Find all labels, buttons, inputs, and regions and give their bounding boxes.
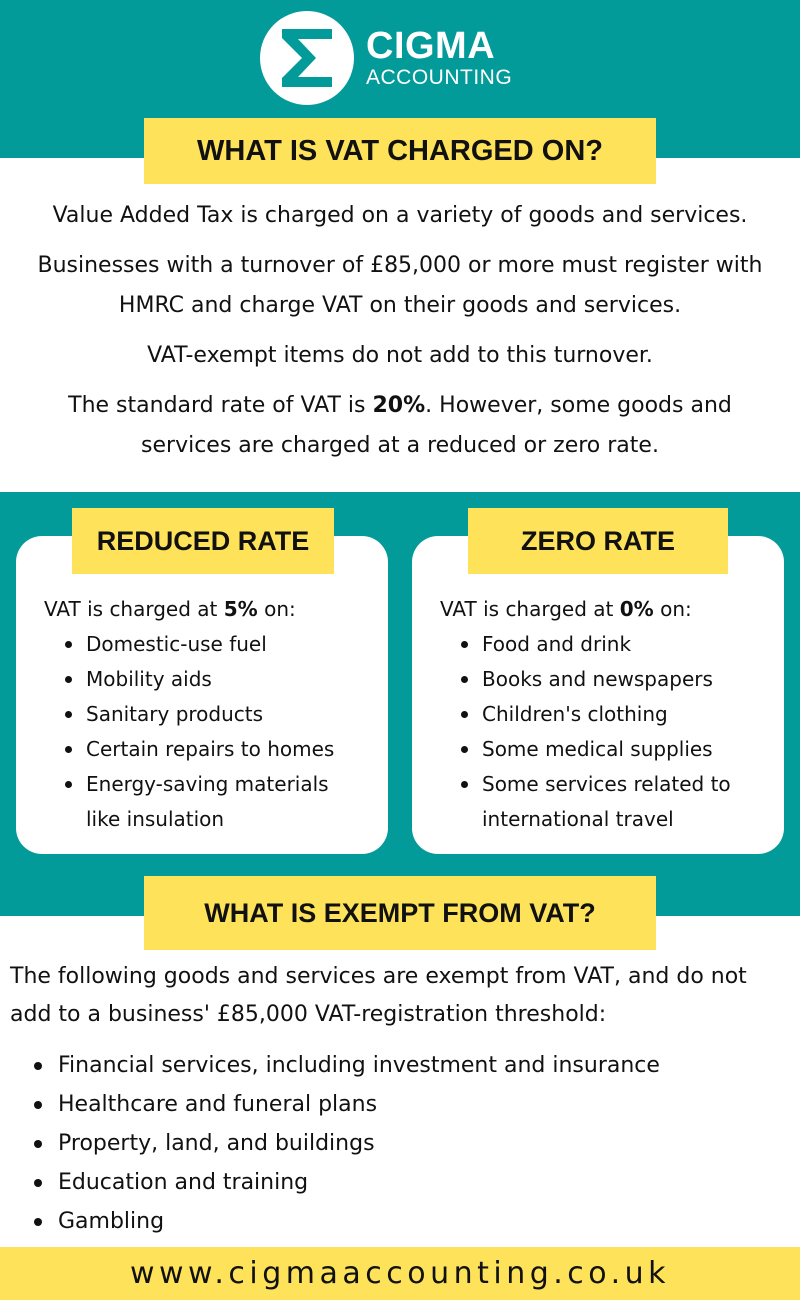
zero-rate-lead: VAT is charged at 0% on: (440, 597, 692, 621)
zero-rate-heading: ZERO RATE (468, 508, 728, 574)
reduced-rate-lead: VAT is charged at 5% on: (44, 597, 296, 621)
list-item: Property, land, and buildings (30, 1124, 790, 1163)
list-item: Certain repairs to homes (60, 732, 378, 767)
list-item: Domestic-use fuel (60, 627, 378, 662)
footer-url: www.cigmaaccounting.co.uk (0, 1247, 800, 1300)
zero-rate-list (456, 627, 774, 837)
standard-rate-value: 20% (372, 393, 426, 418)
reduced-rate-list (60, 627, 378, 837)
zero-rate-value: 0% (619, 597, 654, 621)
vat-charged-intro (0, 196, 800, 476)
list-item: Gambling (30, 1202, 790, 1241)
intro-paragraph-3: VAT-exempt items do not add to this turnover. (147, 343, 653, 368)
sigma-icon (260, 11, 354, 105)
list-item: Food and drink (456, 627, 774, 662)
list-item: Sanitary products (60, 697, 378, 732)
intro-paragraph-4: The standard rate of VAT is 20%. However, some goods and services are charged at a reduced or zero rate. (68, 393, 732, 458)
brand-logo (260, 10, 512, 106)
list-item: Healthcare and funeral plans (30, 1085, 790, 1124)
intro-paragraph-1: Value Added Tax is charged on a variety of goods and services. (52, 203, 748, 228)
list-item: Energy-saving materials like insulation (60, 767, 378, 837)
list-item: Books and newspapers (456, 662, 774, 697)
exempt-intro: The following goods and services are exempt from VAT, and do not add to a business' £85,000 VAT-registration threshold: (10, 964, 747, 1027)
exempt-heading: WHAT IS EXEMPT FROM VAT? (144, 876, 656, 950)
brand-name: CIGMA (366, 25, 496, 67)
zero-rate-card (412, 536, 784, 854)
exempt-list (30, 1046, 790, 1241)
list-item: Children's clothing (456, 697, 774, 732)
vat-charged-heading: WHAT IS VAT CHARGED ON? (144, 118, 656, 184)
list-item: Education and training (30, 1163, 790, 1202)
reduced-rate-heading: REDUCED RATE (72, 508, 334, 574)
reduced-rate-value: 5% (223, 597, 258, 621)
brand-subtitle: ACCOUNTING (366, 66, 513, 89)
list-item: Some services related to international travel (456, 767, 774, 837)
list-item: Financial services, including investment and insurance (30, 1046, 790, 1085)
list-item: Some medical supplies (456, 732, 774, 767)
list-item: Mobility aids (60, 662, 378, 697)
reduced-rate-card (16, 536, 388, 854)
intro-paragraph-2: Businesses with a turnover of £85,000 or more must register with HMRC and charge VAT on their goods and services. (37, 253, 763, 318)
